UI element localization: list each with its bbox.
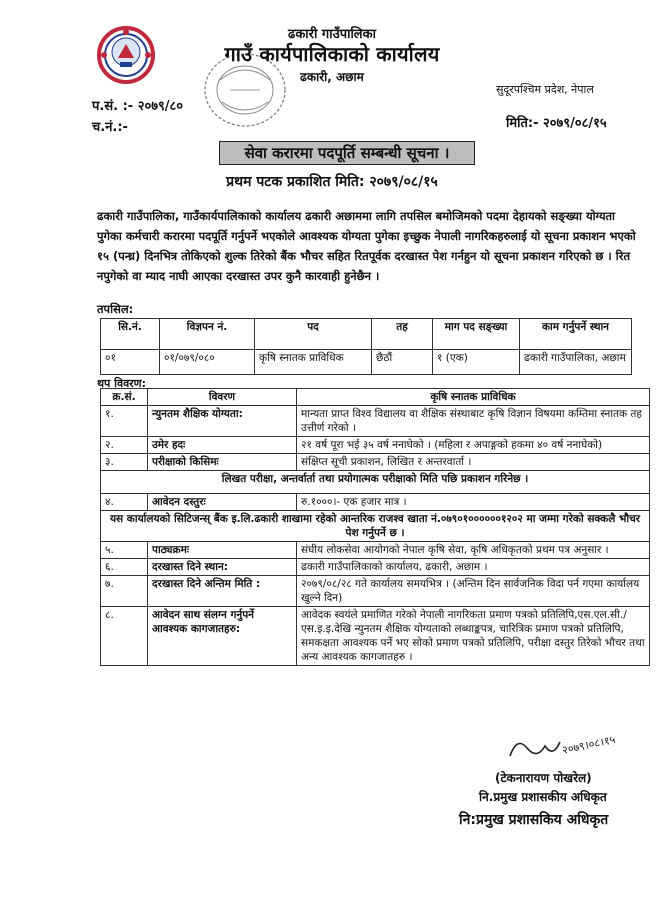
col-header: विवरण <box>148 389 297 406</box>
row-label: दरखास्त दिने स्थान: <box>148 559 297 576</box>
row-label: पाठ्यक्रमः <box>148 542 297 559</box>
table-row <box>101 350 632 375</box>
table-row <box>101 511 650 542</box>
row-value: संक्षिप्त सूची प्रकाशन, लिखित र अन्तरवार्ता । <box>297 454 650 471</box>
col-header: पद <box>255 319 372 350</box>
table-row <box>101 494 650 511</box>
signatory-designation: नि.प्रमुख प्रशासकीय अधिकृत <box>479 790 607 804</box>
col-header: तह <box>372 319 433 350</box>
col-header: काम गर्नुपर्ने स्थान <box>520 319 632 350</box>
row-number: ७. <box>101 576 148 607</box>
province-name: सुदूरपश्चिम प्रदेश, नेपाल <box>496 83 594 96</box>
row-number: ५. <box>101 542 148 559</box>
row-value: संघीय लोकसेवा आयोगको नेपाल कृषि सेवा, कृषि अधिकृतको प्रथम पत्र अनुसार । <box>297 542 650 559</box>
col-header: माग पद सङ्ख्या <box>433 319 520 350</box>
details-table-header <box>101 389 650 406</box>
row-value: २०७९/०८/२८ गते कार्यालय समयभित्र । (अन्तिम दिन सार्वजनिक विदा पर्न गएमा कार्यालय खुल्ने दिन) <box>297 576 650 607</box>
signatory-name: (टेकनारायण पोखरेल) <box>495 771 592 785</box>
municipality-name: ढकारी गाउँपालिका <box>288 27 376 42</box>
row-label: दरखास्त दिने अन्तिम मिति : <box>148 576 297 607</box>
row-number: ६. <box>101 559 148 576</box>
col-header: कृषि स्नातक प्राविधिक <box>297 389 650 406</box>
handwritten-date: २०७९।०८।१५ <box>560 732 617 757</box>
first-published-date: प्रथम पटक प्रकाशित मिति: २०७९/०८/१५ <box>226 174 438 190</box>
row-number: १. <box>101 406 148 437</box>
vacancy-table-header <box>101 319 632 350</box>
table-row <box>101 454 650 471</box>
table-cell: १ (एक) <box>433 350 520 375</box>
table-cell: ढकारी गाउँपालिका, अछाम <box>520 350 632 375</box>
table-row <box>101 576 650 607</box>
table-row <box>101 437 650 454</box>
table-row <box>101 471 650 494</box>
details-table <box>100 388 650 666</box>
letter-date: मिति:- २०७९/०८/१५ <box>506 116 607 131</box>
bank-account-note: यस कार्यालयको सिटिजन्स् बैंक इ.लि.ढकारी शाखामा रहेको आन्तरिक राजश्व खाता नं.०७९०१००००००१२०२ मा जम्मा गरेको सक्कलै भौचर पेश गर्नुपर्ने छ । <box>101 511 650 542</box>
vacancy-table <box>100 318 632 375</box>
signature-mark <box>505 728 625 772</box>
table-row <box>101 607 650 666</box>
table-cell: ०१/०७९/०८० <box>160 350 255 375</box>
exam-date-note: लिखत परीक्षा, अन्तर्वार्ता तथा प्रयोगात्मक परीक्षाको मिति पछि प्रकाशन गरिनेछ । <box>101 471 650 494</box>
chalani-number: च.नं.:- <box>92 120 128 135</box>
notice-banner: सेवा करारमा पदपूर्ति सम्बन्धी सूचना । <box>219 141 475 165</box>
table-row <box>101 542 650 559</box>
row-number: ८. <box>101 607 148 666</box>
row-label: परीक्षाको किसिमः <box>148 454 297 471</box>
handwritten-designation: नि:प्रमुख प्रशासकिय अधिकृत <box>459 812 609 828</box>
reference-number: प.सं. :- २०७९/८० <box>92 99 184 114</box>
row-number: ४. <box>101 494 148 511</box>
row-value: मान्यता प्राप्त विश्व विद्यालय वा शैक्षिक संस्थाबाट कृषि विज्ञान विषयमा कम्तिमा स्नातक तह उत्तीर्ण गरेको । <box>297 406 650 437</box>
extra-details-label: थप विवरण: <box>97 377 147 390</box>
office-location: ढकारी, अछाम <box>300 70 364 84</box>
row-value: रु.१०००।- एक हजार मात्र । <box>297 494 650 511</box>
row-number: २. <box>101 437 148 454</box>
col-header: क्र.सं. <box>101 389 148 406</box>
row-value: २१ वर्ष पूरा भई ३५ वर्ष ननाघेको । (महिला र अपाङ्गको हकमा ४० वर्ष ननाघेको) <box>297 437 650 454</box>
office-name: गाउँ कार्यपालिकाको कार्यालय <box>224 42 440 66</box>
row-label: न्युनतम शैक्षिक योग्यता: <box>148 406 297 437</box>
row-label: आवेदन साथ संलग्न गर्नुपर्ने आवश्यक कागजातहरु: <box>148 607 297 666</box>
col-header: विज्ञपन नं. <box>160 319 255 350</box>
notice-body: ढकारी गाउँपालिका, गाउँकार्यपालिकाको कार्यालय ढकारी अछाममा लागि तपसिल बमोजिमको पदमा देहायको सङ्ख्या योग्यता पुगेका कर्मचारी करारमा पदपूर्ति गर्नुपर्ने भएकोले आवश्यक योग्यता पुगेका इच्छुक नेपाली नागरिकहरुलाई यो सूचना प्रकाशन भएको १५ (पन्ध्र) दिनभित्र तोकिएको शुल्क तिरेको बैंक भौचर सहित रितपूर्वक दरखास्त पेश गर्नहुन यो सूचना प्रकाशन गरिएको छ । रित नपुगेको वा म्याद नाघी आएका दरखास्त उपर कुनै कारवाही हुनेछैन । <box>97 209 636 283</box>
col-header: सि.नं. <box>101 319 160 350</box>
table-cell: ०१ <box>101 350 160 375</box>
row-number: ३. <box>101 454 148 471</box>
tapsil-label: तपसिल: <box>97 302 134 316</box>
row-label: आवेदन दस्तुरः <box>148 494 297 511</box>
table-row <box>101 406 650 437</box>
table-cell: छैठौं <box>372 350 433 375</box>
table-cell: कृषि स्नातक प्राविधिक <box>255 350 372 375</box>
row-value: आवेदक स्वयंले प्रमाणित गरेको नेपाली नागरिकता प्रमाण पत्रको प्रतिलिपि,एस.एल.सी./एस.इ.इ.देखि न्युनतम शैक्षिक योग्यताको लब्धाङ्कपत्र, चारित्रिक प्रमाण पत्रको प्रतिलिपि, समकक्षता आवश्यक पर्ने भए सोको प्रमाण पत्रको प्रतिलिपि, परीक्षा दस्तुर तिरेको भौचर तथा अन्य आवश्यक कागजातहरु । <box>297 607 650 666</box>
row-label: उमेर हदः <box>148 437 297 454</box>
table-row <box>101 559 650 576</box>
row-value: ढकारी गाउँपालिकाको कार्यालय, ढकारी, अछाम । <box>297 559 650 576</box>
